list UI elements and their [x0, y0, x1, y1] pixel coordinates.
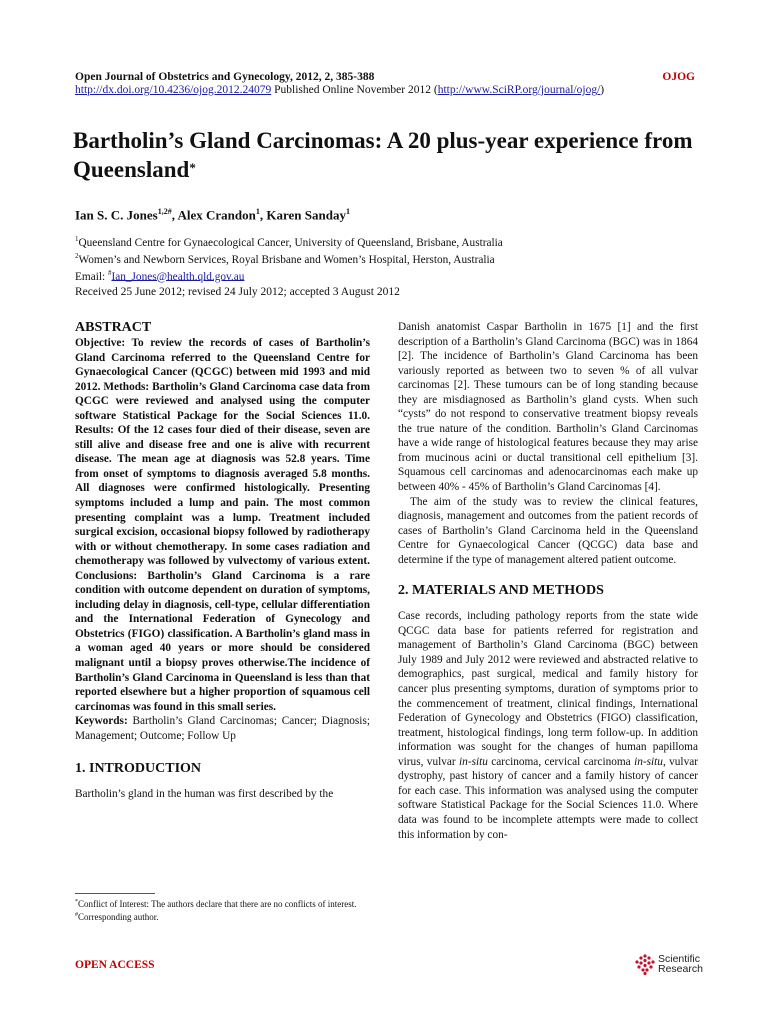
methods-italic-2: in-situ	[634, 755, 663, 768]
author-list	[75, 207, 350, 223]
abstract-text: Objective: To review the records of cases of Bartholin’s Gland Carcinoma referred to the Queensland Centre for Gynaecological Cancer (QCGC) between mid 1993 and mid 2012. Methods: Bartholin’s Gland Carcinoma case data from QCGC were reviewed and analysed using the computer software Statistical Package for the Social Sciences 11.0. Results: Of the 12 cases four died of their disease, seven are still alive and disease free and one is alive with recurrent disease. The mean age at diagnosis was 52.8 years. Time from onset of symptoms to diagnosis averaged 5.8 months. All diagnoses were confirmed histologically. Presenting symptoms included a lump and pain. The most common presenting complaint was a lump. Treatment included surgical excision, occasional biopsy followed by radiotherapy with or without chemotherapy. In some cases radiation and chemotherapy was followed by vulvectomy of various extent. Conclusions: Bartholin’s Gland Carcinoma is a rare condition with outcome dependent on duration of symptoms, including delay in diagnosis, cell-type, cellular differentiation and the International Federation of Gynecology and Obstetrics (FIGO) classification. A Bartholin’s gland mass in a woman aged 40 years or more should be considered malignant until a biopsy proves otherwise.The incidence of Bartholin’s Gland Carcinoma in Queensland is less than that reported elsewhere but a higher proportion of squamous cell carcinomas was found in this small series.	[75, 337, 370, 713]
keywords	[75, 714, 370, 743]
affiliation-1-number: 1	[75, 235, 79, 243]
right-column	[398, 320, 698, 842]
introduction-aim: The aim of the study was to review the clinical features, diagnosis, management and outcomes from the patient records of cases of Bartholin’s Gland Carcinoma held in the Queensland Centre for Gynaecological Cancer (QCGC) data base and determine if the type of management altered patient outcome.	[398, 495, 698, 566]
author-3: , Karen Sanday	[259, 207, 346, 223]
methods-text-2: carcinoma, cervical carcinoma	[487, 755, 635, 768]
footnote-rule	[75, 893, 155, 894]
methods-italic-1: in-situ	[459, 755, 488, 768]
email-mark: #	[107, 268, 112, 277]
author-1-affil: 1,2#	[157, 207, 172, 216]
affiliation-2-number: 2	[75, 251, 79, 260]
paper-title	[73, 126, 713, 184]
footnote-1-text: Conflict of Interest: The authors declare that there are no conflicts of interest.	[78, 899, 357, 909]
affiliation-2-text: Women’s and Newborn Services, Royal Brisbane and Women’s Hospital, Herston, Australia	[78, 253, 495, 266]
author-1: Ian S. C. Jones	[75, 207, 158, 223]
methods-text	[398, 609, 698, 842]
keywords-label: Keywords:	[75, 715, 128, 728]
affiliations	[75, 233, 503, 283]
footnote-1	[75, 897, 370, 910]
open-access-label: OPEN ACCESS	[75, 959, 155, 971]
footnote-2-text: Corresponding author.	[78, 912, 159, 922]
journal-abbreviation: OJOG	[662, 71, 695, 83]
footnotes	[75, 897, 370, 923]
abstract-heading: ABSTRACT	[75, 320, 152, 335]
keywords-text: Bartholin’s Gland Carcinomas; Cancer; Diagnosis; Management; Outcome; Follow Up	[75, 715, 370, 742]
published-text: Published Online November 2012 (	[271, 84, 438, 96]
logo-line-2: Research	[658, 963, 703, 975]
email-label: Email:	[75, 270, 108, 283]
journal-site-link[interactable]: http://www.SciRP.org/journal/ojog/	[437, 84, 601, 96]
title-footnote-mark: *	[189, 160, 196, 175]
introduction-heading: 1. INTRODUCTION	[75, 761, 202, 777]
footnote-2	[75, 910, 370, 923]
methods-heading: 2. MATERIALS AND METHODS	[398, 583, 604, 599]
logo-text	[658, 954, 703, 974]
introduction-start: Bartholin’s gland in the human was first described by the	[75, 788, 334, 801]
logo-line-1: Scientific	[658, 953, 701, 965]
introduction-continued: Danish anatomist Caspar Bartholin in 1675 [1] and the first description of a Bartholin’s Gland Carcinoma (BGC) was in 1864 [2]. The incidence of Bartholin’s Gland Carcinoma has been variously reported as between two to seven % of all vulvar carcinomas [2]. These tumours can be of long standing because they are misdiagnosed as Bartholin’s gland cysts. When such “cysts” do not respond to conservative treatment biopsy reveals the true nature of the condition. Bartholin’s Gland Carcinomas have a wide range of histological features because they may arise from mucinous acini or ductal transitional cell epithelium [3]. Squamous cell carcinomas and adenocarcinomas each make up between 40% - 45% of Bartholin’s Gland Carcinomas [4].	[398, 321, 698, 494]
doi-link[interactable]: http://dx.doi.org/10.4236/ojog.2012.24079	[75, 84, 272, 96]
email-link[interactable]: Ian_Jones@health.qld.gov.au	[111, 270, 245, 283]
paren-close: )	[600, 84, 605, 96]
publisher-logo	[634, 953, 703, 975]
journal-citation: Open Journal of Obstetrics and Gynecology, 2012, 2, 385-388	[75, 71, 375, 83]
title-text: Bartholin’s Gland Carcinomas: A 20 plus-year experience from Queensland	[73, 128, 693, 182]
methods-text-3: , vulvar dystrophy, past history of cancer and a family history of cancer for each case. This information was analysed using the computer software Statistical Package for the Social Sciences 11.0. Where data was found to be incomplete attempts were made to collect this information by con-	[398, 755, 698, 841]
author-3-affil: 1	[345, 207, 350, 216]
doi-line	[75, 84, 604, 96]
author-2: , Alex Crandon	[171, 207, 256, 223]
affiliation-1	[75, 233, 503, 250]
affiliation-2	[75, 250, 503, 267]
footnote-1-mark: *	[75, 899, 78, 905]
email-line	[75, 267, 503, 284]
footnote-2-mark: #	[75, 912, 78, 918]
received-dates: Received 25 June 2012; revised 24 July 2012; accepted 3 August 2012	[75, 286, 400, 298]
affiliation-1-text: Queensland Centre for Gynaecological Cancer, University of Queensland, Brisbane, Australia	[78, 236, 503, 249]
left-column	[75, 320, 370, 802]
scientific-research-logo-icon	[634, 953, 656, 975]
author-2-affil: 1	[255, 207, 260, 216]
methods-text-1: Case records, including pathology reports from the state wide QCGC data base for patients referred for registration and management of Bartholin’s Gland Carcinoma (BGC) between July 1989 and July 2012 were reviewed and abstracted relative to demographics, past surgical, medical and family history for cancer plus presenting symptoms, duration of symptoms prior to the commencement of treatment, clinical findings, International Federation of Gynecology and Obstetrics (FIGO) classification, treatment, histological findings, long term follow-up. In addition information was sought for the changes of human papilloma virus, vulvar	[398, 610, 698, 768]
